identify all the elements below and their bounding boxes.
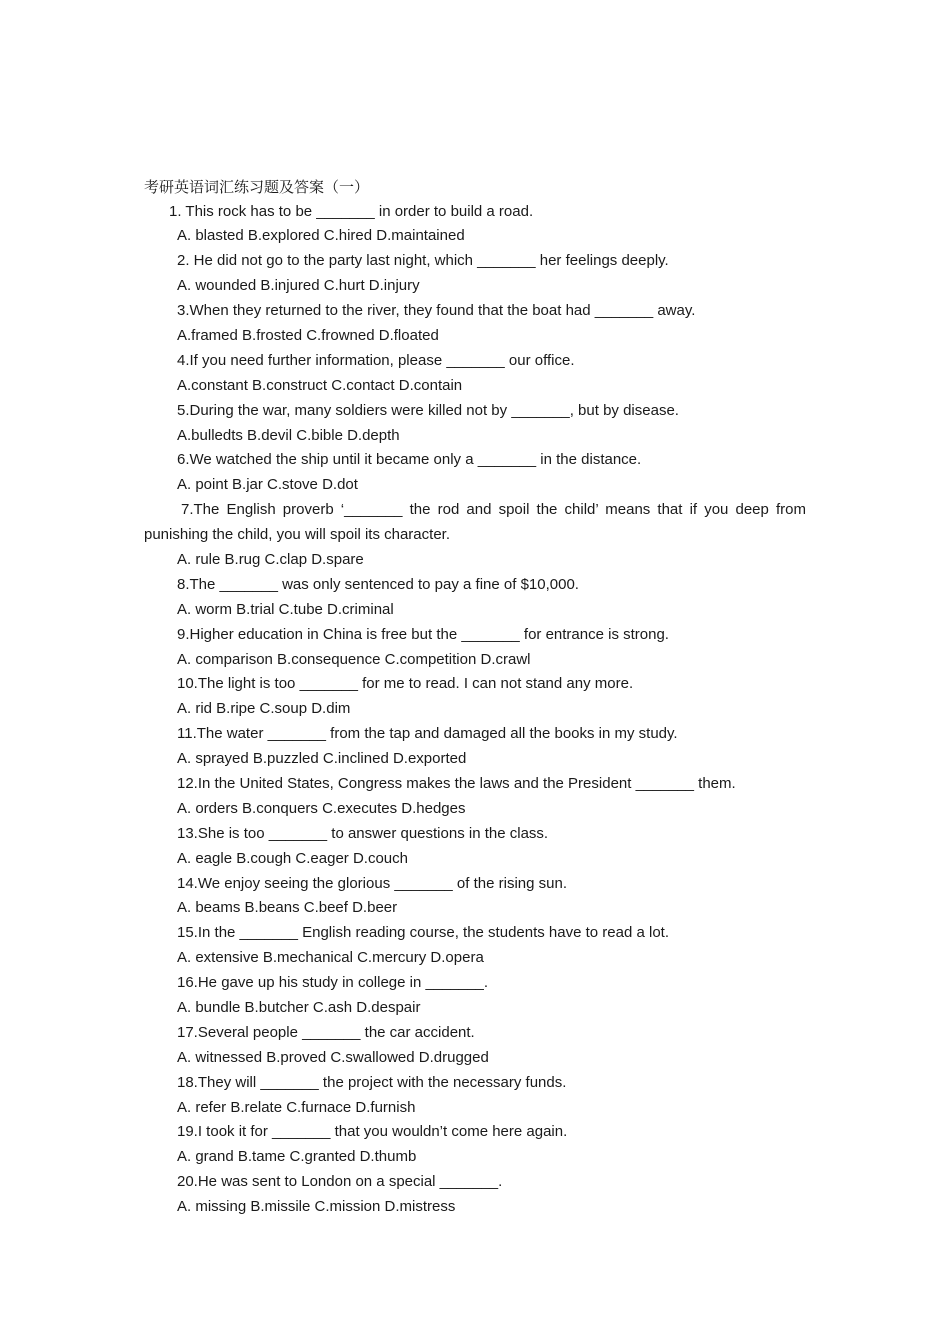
options-7: A. rule B.rug C.clap D.spare xyxy=(177,551,364,568)
options-16: A. bundle B.butcher C.ash D.despair xyxy=(177,999,421,1017)
options-4: A.constant B.construct C.contact D.contain xyxy=(177,376,463,394)
question-5: 5.During the war, many soldiers were killed not by _______, but by disease. xyxy=(177,401,679,419)
options-17: A. witnessed B.proved C.swallowed D.drugged xyxy=(177,1048,489,1066)
options-5: A.bulledts B.devil C.bible D.depth xyxy=(177,426,400,444)
options-1: A. blasted B.explored C.hired D.maintained xyxy=(177,227,465,245)
question-17: 17.Several people _______ the car accident. xyxy=(177,1023,475,1041)
exercise-list xyxy=(144,200,806,1221)
options-11: A. sprayed B.puzzled C.inclined D.exported xyxy=(177,750,467,768)
question-12: 12.In the United States, Congress makes the laws and the President _______ them. xyxy=(177,775,736,793)
question-8: 8.The _______ was only sentenced to pay a fine of $10,000. xyxy=(177,575,579,593)
options-3: A.framed B.frosted C.frowned D.floated xyxy=(177,326,439,344)
question-2: 2. He did not go to the party last night, which _______ her feelings deeply. xyxy=(177,252,669,270)
question-1: 1. This rock has to be _______ in order to build a road. xyxy=(169,202,534,220)
question-20: 20.He was sent to London on a special _______. xyxy=(177,1173,503,1191)
question-10: 10.The light is too _______ for me to read. I can not stand any more. xyxy=(177,675,634,693)
question-6: 6.We watched the ship until it became only a _______ in the distance. xyxy=(177,451,642,469)
question-16: 16.He gave up his study in college in _______. xyxy=(177,974,489,992)
question-7: 7.The English proverb ‘_______ the rod and spoil the child’ means that if you deep from punishing the child, you will spoil its character. xyxy=(144,501,806,544)
options-19: A. grand B.tame C.granted D.thumb xyxy=(177,1148,417,1166)
options-6: A. point B.jar C.stove D.dot xyxy=(177,476,358,494)
options-8: A. worm B.trial C.tube D.criminal xyxy=(177,600,394,618)
question-13: 13.She is too _______ to answer questions in the class. xyxy=(177,824,549,842)
question-4: 4.If you need further information, please _______ our office. xyxy=(177,351,575,369)
options-18: A. refer B.relate C.furnace D.furnish xyxy=(177,1098,416,1116)
question-18: 18.They will _______ the project with the necessary funds. xyxy=(177,1073,567,1091)
document-title: 考研英语词汇练习题及答案（一） xyxy=(144,178,370,196)
question-19: 19.I took it for _______ that you wouldn’t come here again. xyxy=(177,1123,568,1141)
question-15: 15.In the _______ English reading course, the students have to read a lot. xyxy=(177,924,670,942)
question-14: 14.We enjoy seeing the glorious _______ of the rising sun. xyxy=(177,874,567,892)
options-20: A. missing B.missile C.mission D.mistress xyxy=(177,1198,456,1216)
options-15: A. extensive B.mechanical C.mercury D.opera xyxy=(177,949,484,967)
options-9: A. comparison B.consequence C.competition D.crawl xyxy=(177,650,531,668)
options-10: A. rid B.ripe C.soup D.dim xyxy=(177,700,351,718)
question-3: 3.When they returned to the river, they found that the boat had _______ away. xyxy=(177,302,696,320)
options-12: A. orders B.conquers C.executes D.hedges xyxy=(177,799,466,817)
options-14: A. beams B.beans C.beef D.beer xyxy=(177,899,398,917)
question-11: 11.The water _______ from the tap and damaged all the books in my study. xyxy=(177,725,678,743)
options-2: A. wounded B.injured C.hurt D.injury xyxy=(177,277,420,295)
question-9: 9.Higher education in China is free but the _______ for entrance is strong. xyxy=(177,625,669,643)
options-13: A. eagle B.cough C.eager D.couch xyxy=(177,849,408,867)
